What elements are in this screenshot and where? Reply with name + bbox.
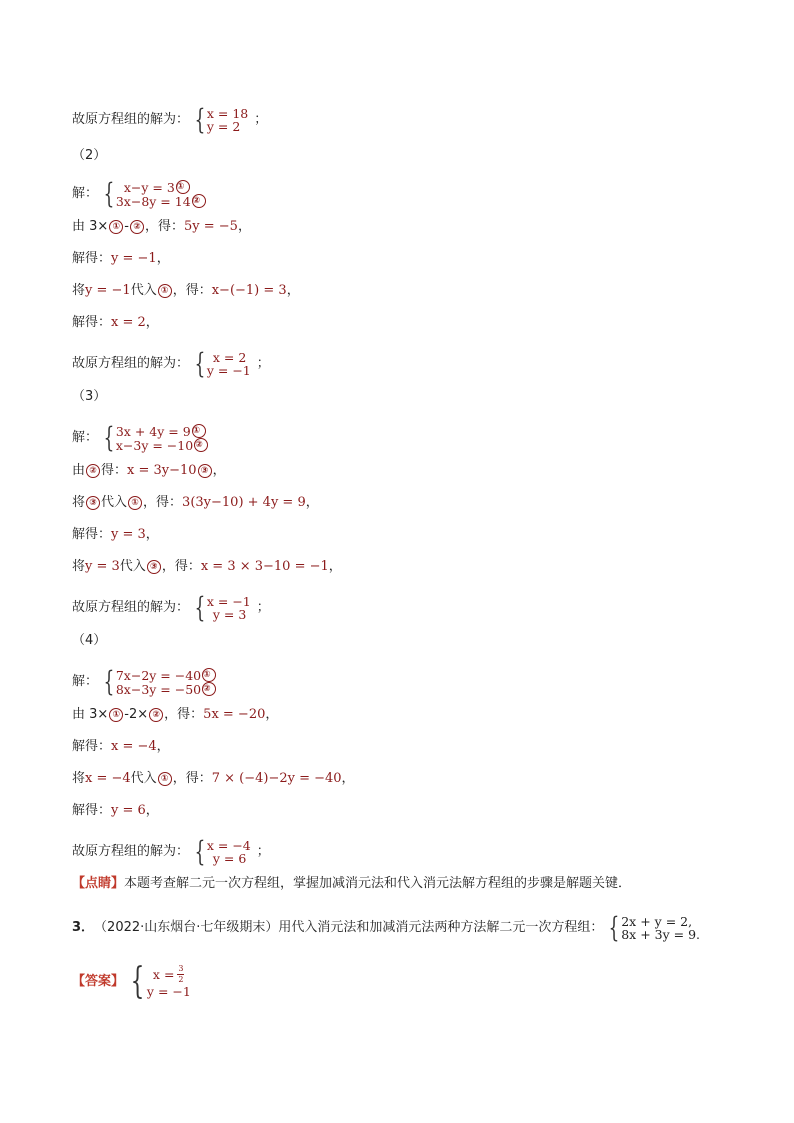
equation-2: 8x−3y = −50 [115, 681, 202, 697]
equation: y = 6 [111, 803, 146, 818]
circled-1: ① [202, 668, 216, 682]
brace-icon: { [194, 347, 206, 380]
comma: ， [237, 219, 251, 234]
comma: ， [145, 527, 159, 542]
equation: x = 3y−10 [127, 463, 197, 478]
text: 解得： [72, 527, 112, 542]
equation-system [100, 177, 207, 210]
text: 得： [101, 463, 128, 478]
part4-system [72, 665, 217, 698]
part-title: （3） [72, 389, 107, 404]
brace-icon: { [130, 961, 145, 1002]
part3-from [72, 463, 226, 479]
circled-1: ① [109, 708, 123, 722]
solution-y: y = 6 [212, 851, 247, 866]
text: 将 [72, 559, 86, 574]
equation: x = 2 [111, 315, 146, 330]
part4-step [72, 707, 278, 723]
solution-system [191, 347, 251, 380]
text: 将 [72, 283, 86, 298]
part3-sub1 [72, 495, 319, 511]
circled-1: ① [192, 424, 206, 438]
solution-y: y = 3 [212, 607, 247, 622]
solution-system [191, 835, 251, 868]
equation: x = −4 [111, 739, 157, 754]
equation-1: 3x + 4y = 9 [115, 423, 191, 439]
part2-system [72, 177, 207, 210]
equation: y = −1 [85, 283, 131, 298]
brace-icon: { [608, 911, 620, 944]
solution-y: y = −1 [206, 363, 251, 378]
comma: ， [341, 771, 355, 786]
equation-system [100, 665, 217, 698]
circled-3: ③ [198, 464, 212, 478]
text: ，得： [172, 771, 212, 786]
text: 代入 [119, 559, 146, 574]
comma: ， [328, 559, 342, 574]
circled-3: ③ [147, 560, 161, 574]
equation: 7 × (−4)−2y = −40 [211, 771, 342, 786]
circled-1: ① [109, 220, 123, 234]
equation: y = 3 [111, 527, 146, 542]
answer-tag: 【答案】 [72, 974, 125, 989]
denominator: 2 [178, 975, 184, 984]
answer-label: 故原方程组的解为： [72, 844, 190, 859]
solution-x: x = 2 [212, 350, 247, 365]
semicolon: ； [256, 844, 270, 859]
text: 代入 [130, 771, 157, 786]
answer-system [126, 961, 191, 1002]
text: 解得： [72, 739, 112, 754]
answer-line-1 [72, 103, 268, 136]
equation: x = 3 × 3−10 = −1 [200, 559, 329, 574]
part3-system [72, 421, 209, 454]
text: ，得： [143, 495, 183, 510]
equation: y = −1 [111, 251, 157, 266]
equation-2: 8x + 3y = 9. [621, 927, 701, 942]
circled-1: ① [176, 180, 190, 194]
solution-x: x = 18 [206, 106, 249, 121]
comment-text: 本题考查解二元一次方程组，掌握加减消元法和代入消元法解方程组的步骤是解题关键． [124, 876, 632, 891]
numerator: 3 [178, 964, 184, 973]
part4-solve-y [72, 803, 159, 819]
part4-title [72, 633, 106, 649]
text: 由 3× [72, 707, 109, 722]
solution-system [191, 591, 251, 624]
comment-line [72, 876, 631, 892]
answer-block [72, 961, 191, 1002]
text: ，得： [161, 559, 201, 574]
comma: ， [305, 495, 319, 510]
comma: ， [156, 251, 170, 266]
question-system [605, 911, 701, 944]
equation-1: 7x−2y = −40 [115, 667, 202, 683]
part4-solve-x [72, 739, 170, 755]
text: 解得： [72, 803, 112, 818]
circled-1: ① [128, 496, 142, 510]
text: ，得： [164, 707, 204, 722]
solve-label: 解： [72, 430, 99, 445]
text: 将 [72, 495, 86, 510]
solution-system [191, 103, 249, 136]
circled-2: ② [202, 682, 216, 696]
part2-solve-x [72, 315, 159, 331]
brace-icon: { [194, 103, 206, 136]
answer-y: y = −1 [146, 984, 191, 999]
semicolon: ； [256, 600, 270, 615]
text: ，得： [172, 283, 212, 298]
part3-answer [72, 591, 270, 624]
part2-sub [72, 283, 300, 299]
text: -2× [124, 707, 149, 722]
question-text: （2022·山东烟台·七年级期末）用代入消元法和加减消元法两种方法解二元一次方程组： [94, 920, 604, 935]
text: - [124, 219, 129, 234]
brace-icon: { [194, 835, 206, 868]
text: 将 [72, 771, 86, 786]
equation-1: 2x + y = 2, [621, 914, 693, 929]
part3-sub2 [72, 559, 342, 575]
text: 代入 [101, 495, 128, 510]
comment-tag: 【点睛】 [72, 876, 125, 891]
equation-2: 3x−8y = 14 [115, 193, 191, 209]
part2-title [72, 148, 106, 164]
part-title: （4） [72, 633, 107, 648]
brace-icon: { [103, 177, 115, 210]
text: 由 3× [72, 219, 109, 234]
circled-2: ② [194, 438, 208, 452]
fraction [177, 965, 184, 984]
solve-label: 解： [72, 186, 99, 201]
part2-answer [72, 347, 270, 380]
equation: 3(3y−10) + 4y = 9 [182, 495, 306, 510]
text: 由 [72, 463, 86, 478]
text: 代入 [130, 283, 157, 298]
answer-x-label: x = [152, 967, 175, 982]
circled-1: ① [158, 772, 172, 786]
equation: 5y = −5 [184, 219, 238, 234]
brace-icon: { [103, 665, 115, 698]
answer-label: 故原方程组的解为： [72, 600, 190, 615]
circled-2: ② [149, 708, 163, 722]
comma: ， [145, 803, 159, 818]
question-3 [72, 911, 701, 944]
answer-label: 故原方程组的解为： [72, 356, 190, 371]
equation: 5x = −20 [203, 707, 266, 722]
circled-3: ③ [86, 496, 100, 510]
part2-step1 [72, 219, 251, 235]
brace-icon: { [103, 421, 115, 454]
answer-label: 故原方程组的解为： [72, 112, 190, 127]
part3-title [72, 389, 106, 405]
comma: ， [156, 739, 170, 754]
solve-label: 解： [72, 674, 99, 689]
comma: ， [286, 283, 300, 298]
equation: x−(−1) = 3 [211, 283, 287, 298]
comma: ， [145, 315, 159, 330]
part2-solve-y [72, 251, 170, 267]
comma: ， [265, 707, 279, 722]
semicolon: ； [256, 356, 270, 371]
equation: x = −4 [85, 771, 131, 786]
solution-y: y = 2 [206, 119, 241, 134]
brace-icon: { [194, 591, 206, 624]
equation-system [100, 421, 209, 454]
part-title: （2） [72, 148, 107, 163]
equation-1: x−y = 3 [123, 179, 175, 195]
circled-1: ① [158, 284, 172, 298]
question-number: 3． [72, 920, 95, 935]
equation: y = 3 [85, 559, 120, 574]
solution-x: x = −4 [206, 838, 251, 853]
equation-2: x−3y = −10 [115, 437, 194, 453]
text: ，得： [145, 219, 185, 234]
part4-sub [72, 771, 355, 787]
semicolon: ； [254, 112, 268, 127]
part4-answer [72, 835, 270, 868]
circled-2: ② [130, 220, 144, 234]
solution-x: x = −1 [206, 594, 251, 609]
circled-2: ② [86, 464, 100, 478]
comma: ， [212, 463, 226, 478]
circled-2: ② [192, 194, 206, 208]
part3-solve-y [72, 527, 159, 543]
text: 解得： [72, 315, 112, 330]
text: 解得： [72, 251, 112, 266]
